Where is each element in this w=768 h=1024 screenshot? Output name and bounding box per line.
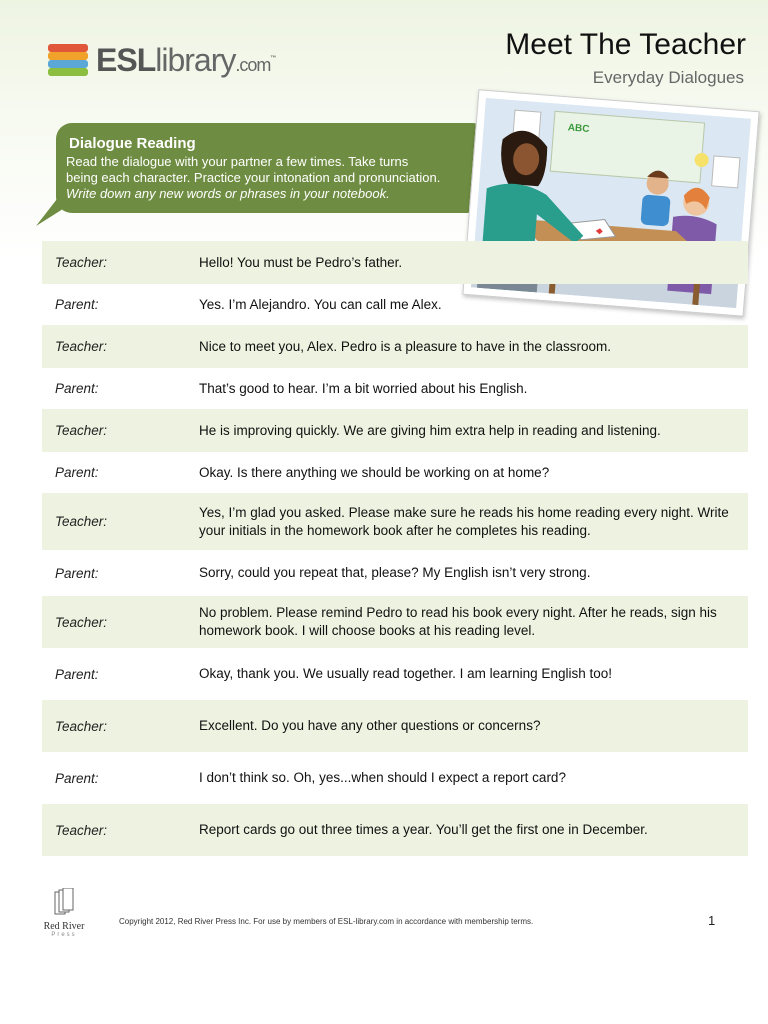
dialogue-line: No problem. Please remind Pedro to read his book every night. After he reads, sign his homework book. I will choose books at his reading level. — [199, 605, 717, 638]
instructions-line-2: being each character. Practice your intonation and pronunciation. — [66, 170, 441, 185]
copyright-text: Copyright 2012, Red River Press Inc. For use by members of ESL-library.com in accordance with membership terms. — [119, 917, 534, 926]
speaker-label: Parent: — [55, 770, 99, 786]
dialogue-line: Sorry, could you repeat that, please? My English isn’t very strong. — [199, 565, 591, 580]
dialogue-line: Yes. I’m Alejandro. You can call me Alex. — [199, 296, 442, 312]
dialogue-line: Okay, thank you. We usually read together. I am learning English too! — [199, 666, 612, 681]
dialogue-row — [42, 368, 748, 409]
dialogue-row — [42, 752, 748, 804]
board-text: ABC — [567, 122, 590, 136]
dialogue-line: Nice to meet you, Alex. Pedro is a pleasure to have in the classroom. — [199, 338, 611, 354]
dialogue-line: Hello! You must be Pedro’s father. — [199, 254, 403, 270]
dialogue-row — [42, 804, 748, 856]
speaker-label: Parent: — [55, 565, 99, 581]
dialogue-line: Report cards go out three times a year. You’ll get the first one in December. — [199, 822, 648, 837]
dialogue-line: He is improving quickly. We are giving him extra help in reading and listening. — [199, 422, 661, 438]
dialogue-row — [42, 493, 748, 550]
dialogue-line: I don’t think so. Oh, yes...when should I expect a report card? — [199, 770, 566, 785]
speaker-label: Parent: — [55, 666, 99, 682]
dialogue-row — [42, 241, 748, 284]
dialogue-line: Yes, I’m glad you asked. Please make sure he reads his home reading every night. Write your initials in the homework book after he completes his reading. — [199, 504, 729, 538]
dialogue-row — [42, 325, 748, 368]
speaker-label: Teacher: — [55, 423, 108, 438]
instructions-heading: Dialogue Reading — [69, 135, 196, 152]
dialogue-row — [42, 409, 748, 452]
red-river-press-logo — [36, 888, 92, 938]
speaker-label: Teacher: — [55, 514, 108, 529]
speaker-label: Teacher: — [55, 822, 108, 838]
instructions-line-3: Write down any new words or phrases in your notebook. — [66, 186, 390, 201]
page-number: 1 — [708, 913, 716, 928]
speaker-label: Parent: — [55, 297, 99, 312]
instructions-bubble — [56, 123, 488, 213]
book-pages-icon — [49, 888, 79, 916]
dialogue-line: That’s good to hear. I’m a bit worried about his English. — [199, 380, 528, 396]
dialogue-line: Excellent. Do you have any other questions or concerns? — [199, 718, 541, 733]
esl-library-logo — [46, 40, 275, 80]
speaker-label: Parent: — [55, 465, 99, 480]
dialogue-row — [42, 452, 748, 493]
publisher-name: Red River — [43, 921, 85, 932]
dialogue-line: Okay. Is there anything we should be working on at home? — [199, 464, 550, 480]
dialogue-row — [42, 596, 748, 648]
page-subtitle: Everyday Dialogues — [592, 68, 744, 87]
instructions-line-1: Read the dialogue with your partner a few times. Take turns — [66, 154, 409, 169]
dialogue-row — [42, 700, 748, 752]
speaker-label: Parent: — [55, 381, 99, 396]
speaker-label: Teacher: — [55, 255, 108, 270]
dialogue-row — [42, 648, 748, 700]
dialogue-row — [42, 550, 748, 596]
books-icon — [46, 40, 90, 80]
speaker-label: Teacher: — [55, 614, 108, 630]
speaker-label: Teacher: — [55, 718, 108, 734]
brand-name: ESLlibrary.com™ — [96, 41, 276, 78]
page-title: Meet The Teacher — [505, 28, 746, 61]
speaker-label: Teacher: — [55, 339, 108, 354]
dialogue-table — [42, 241, 748, 856]
dialogue-row — [42, 284, 748, 325]
publisher-sub: Press — [51, 932, 77, 938]
